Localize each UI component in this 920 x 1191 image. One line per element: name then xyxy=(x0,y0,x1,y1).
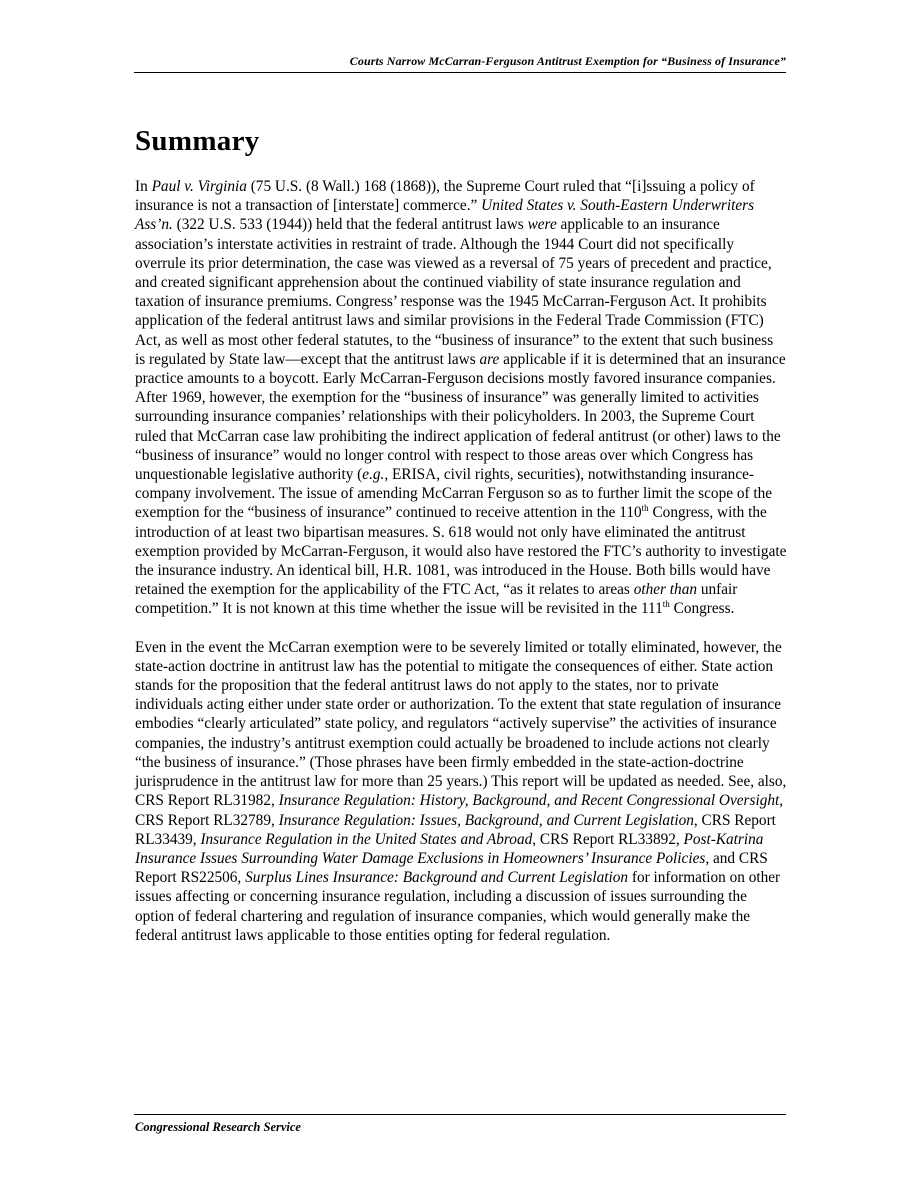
text-run: applicable to an insurance association’s interstate activities in restraint of trade. Although the 1944 Court did not specifically overrule its prior determination, the case was viewed as a reversal of 75 years of precedent and practice, and created significant apprehension about the continued viability of state insurance regulation and taxation of insurance premiums. Congress’ response was the 1945 McCarran-Ferguson Act. It prohibits application of the federal antitrust laws and similar provisions in the Federal Trade Commission (FTC) Act, as well as most other federal statutes, to the “business of insurance” to the extent that such business is regulated by State law—except that the antitrust laws xyxy=(135,216,774,368)
report-title-italic: Surplus Lines Insurance: Background and Current Legislation xyxy=(245,869,629,887)
report-title-italic: Insurance Regulation in the United States and Abroad xyxy=(200,830,533,848)
summary-paragraph-1 xyxy=(135,177,787,619)
text-run: Congress. xyxy=(669,600,735,618)
report-title-italic: Insurance Regulation: Issues, Background, and Current Legislation xyxy=(278,811,694,829)
text-run: In xyxy=(135,178,152,195)
text-run: applicable if it is determined that an insurance practice amounts to a boycott. Early McCarran-Ferguson decisions mostly favored insurance companies. After 1969, however, the exemption for the “business of insurance” was generally limited to activities surrounding insurance companies’ relationships with their policyholders. In 2003, the Supreme Court ruled that McCarran case law prohibiting the indirect application of federal antitrust (or other) laws to the “business of insurance” would no longer control with respect to those areas over which Congress has unquestionable legislative authority ( xyxy=(135,350,786,484)
text-run: , CRS Report RL33439, xyxy=(135,811,776,848)
page-title: Summary xyxy=(135,125,260,157)
text-run: (75 U.S. (8 Wall.) 168 (1868)), the Supreme Court ruled that “[i]ssuing a policy of insurance is not a transaction of [interstate] commerce.” xyxy=(135,178,755,215)
text-run: ERISA, civil rights, securities), notwithstanding insurance-company involvement. The issue of amending McCarran Ferguson so as to further limit the scope of the exemption for the “business of insurance” continued to receive attention in the 110 xyxy=(135,466,773,522)
report-title-italic: Post-Katrina Insurance Issues Surrounding Water Damage Exclusions in Homeowners’ Insurance Policies xyxy=(135,830,764,867)
emphasis-italic: e.g., xyxy=(362,466,389,484)
text-run: , CRS Report RL33892, xyxy=(532,830,684,848)
text-run: unfair competition.” It is not known at this time whether the issue will be revisited in the 111 xyxy=(135,581,738,618)
emphasis-italic: were xyxy=(527,216,557,234)
footer-label: Congressional Research Service xyxy=(135,1120,301,1134)
text-run: Congress, with the introduction of at least two bipartisan measures. S. 618 would not only have eliminated the antitrust exemption provided by McCarran-Ferguson, it would also have restored the FTC’s authority to investigate the insurance industry. An identical bill, H.R. 1081, was introduced in the House. Both bills would have retained the exemption for the applicability of the FTC Act, “as it relates to areas xyxy=(135,504,787,599)
text-run: (322 U.S. 533 (1944)) held that the federal antitrust laws xyxy=(172,216,528,234)
report-title-italic: Insurance Regulation: History, Background, and Recent Congressional Oversight xyxy=(278,792,780,810)
header-divider xyxy=(134,72,786,73)
text-run: Even in the event the McCarran exemption were to be severely limited or totally eliminated, however, the state-action doctrine in antitrust law has the potential to mitigate the consequences of either. State action stands for the proposition that the federal antitrust laws do not apply to the states, nor to private individuals acting either under state order or authorization. To the extent that state regulation of insurance embodies “clearly articulated” state policy, and regulators “actively supervise” the activities of insurance companies, the industry’s antitrust exemption could actually be broadened to include actions not clearly “the business of insurance.” (Those phrases have been firmly embedded in the state-action-doctrine jurisprudence in the antitrust law for more than 25 years.) This report will be updated as needed. See, also, CRS Report RL31982, xyxy=(135,638,787,810)
case-name-italic: United States v. South-Eastern Underwriters Ass’n. xyxy=(135,197,755,234)
text-run: for information on other issues affecting or concerning insurance regulation, including a discussion of issues surrounding the option of federal chartering and regulation of insurance companies, which would generally make the federal antitrust laws applicable to those entities opting for federal regulation. xyxy=(135,869,781,944)
ordinal-superscript: th xyxy=(641,503,649,514)
case-name-italic: Paul v. Virginia xyxy=(151,178,247,195)
summary-body xyxy=(135,177,787,945)
emphasis-italic: are xyxy=(479,350,500,368)
text-run: , and CRS Report RS22506, xyxy=(135,849,768,887)
ordinal-superscript: th xyxy=(662,599,670,610)
text-run: , CRS Report RL32789, xyxy=(135,792,784,829)
emphasis-italic: other than xyxy=(633,581,697,599)
footer-divider xyxy=(134,1114,786,1115)
summary-paragraph-2 xyxy=(135,638,787,945)
running-header: Courts Narrow McCarran-Ferguson Antitrust Exemption for “Business of Insurance” xyxy=(349,54,786,68)
